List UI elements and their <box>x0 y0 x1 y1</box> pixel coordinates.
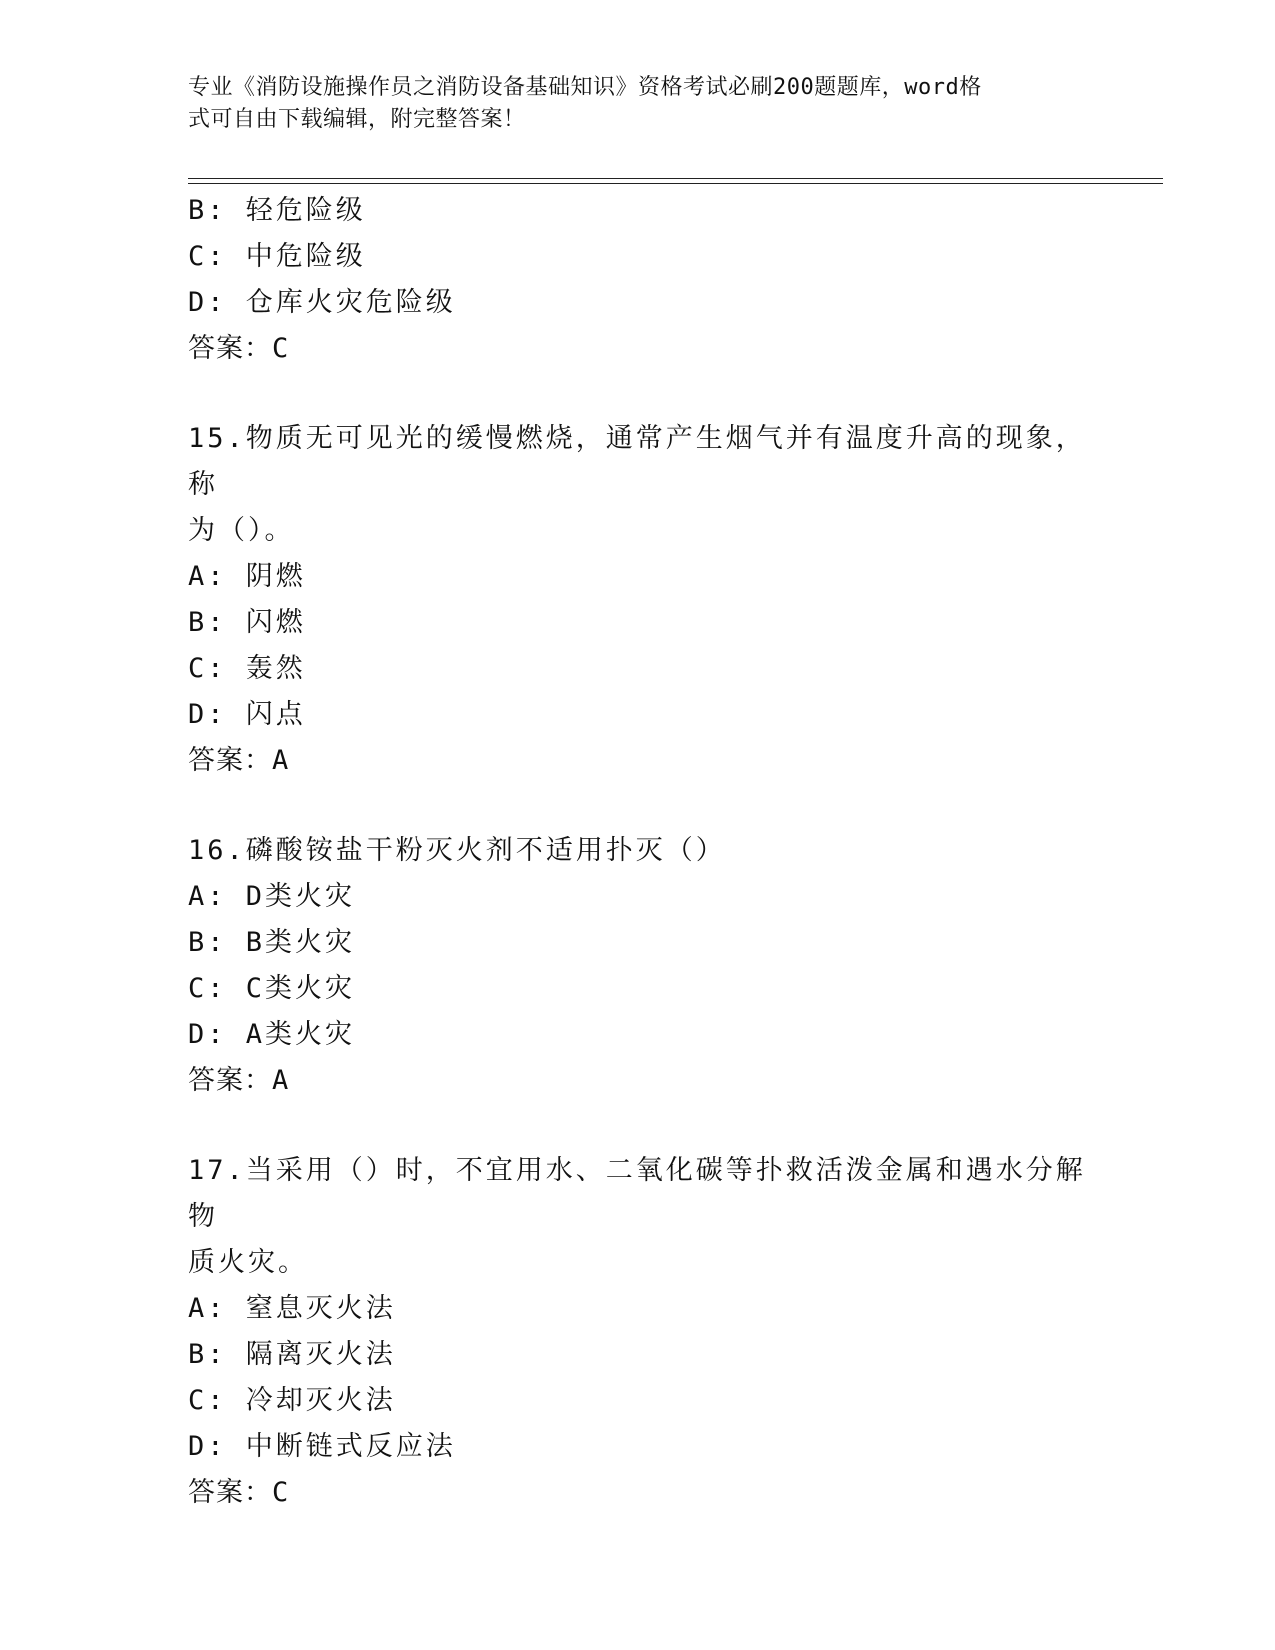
question-15 <box>188 416 1088 784</box>
question-17 <box>188 1148 1088 1516</box>
answer-line: 答案：C <box>188 333 290 364</box>
answer-line: 答案：A <box>188 745 290 776</box>
question-14-continued <box>188 188 1088 372</box>
question-content <box>188 188 1088 1516</box>
question-stem: 15.物质无可见光的缓慢燃烧，通常产生烟气并有温度升高的现象，称 <box>188 423 1086 500</box>
option-d: D: 仓库火灾危险级 <box>188 287 456 318</box>
option-c: C: 冷却灭火法 <box>188 1385 396 1416</box>
option-b: B: 轻危险级 <box>188 195 366 226</box>
option-b: B: 隔离灭火法 <box>188 1339 396 1370</box>
option-a: A: 阴燃 <box>188 561 306 592</box>
question-stem-continued: 质火灾。 <box>188 1247 308 1278</box>
option-b: B: 闪燃 <box>188 607 306 638</box>
document-header <box>188 72 1088 136</box>
option-d: D: 闪点 <box>188 699 306 730</box>
option-c: C: 中危险级 <box>188 241 366 272</box>
question-stem: 16.磷酸铵盐干粉灭火剂不适用扑灭（） <box>188 835 726 866</box>
header-divider-bottom <box>188 183 1163 184</box>
answer-line: 答案：C <box>188 1477 290 1508</box>
option-b: B: B类火灾 <box>188 927 356 958</box>
option-d: D: A类火灾 <box>188 1019 356 1050</box>
option-c: C: C类火灾 <box>188 973 356 1004</box>
header-title-line-2: 式可自由下载编辑，附完整答案！ <box>188 107 526 132</box>
header-divider-top <box>188 178 1163 179</box>
option-a: A: D类火灾 <box>188 881 356 912</box>
answer-line: 答案：A <box>188 1065 290 1096</box>
question-16 <box>188 828 1088 1104</box>
question-stem-continued: 为（）。 <box>188 515 295 546</box>
header-title-line-1: 专业《消防设施操作员之消防设备基础知识》资格考试必刷200题题库，word格 <box>188 75 982 100</box>
option-a: A: 窒息灭火法 <box>188 1293 396 1324</box>
option-d: D: 中断链式反应法 <box>188 1431 456 1462</box>
question-stem: 17.当采用（）时，不宜用水、二氧化碳等扑救活泼金属和遇水分解物 <box>188 1155 1086 1232</box>
option-c: C: 轰然 <box>188 653 306 684</box>
